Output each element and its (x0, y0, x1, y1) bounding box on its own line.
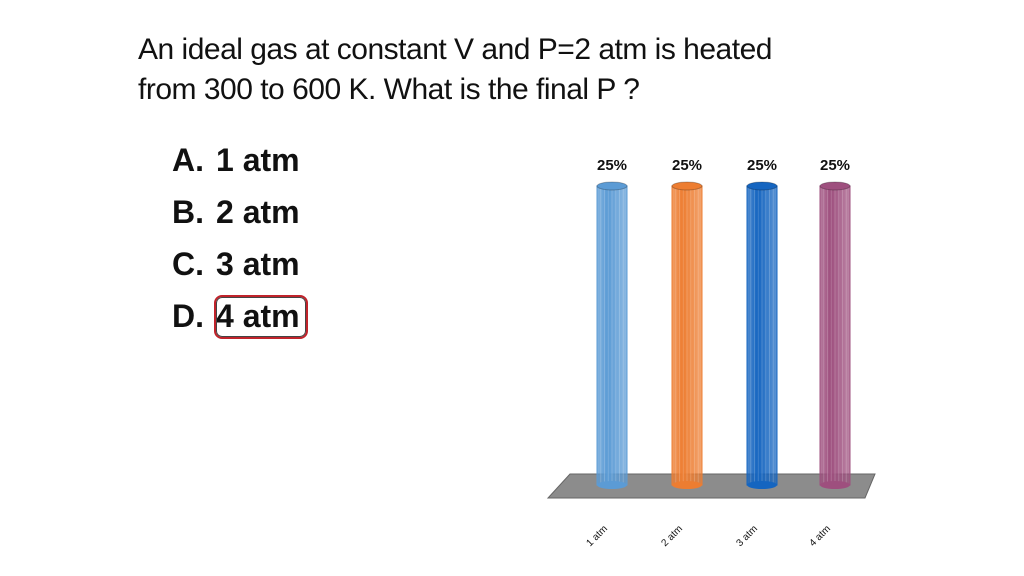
category-label: 1 atm (584, 523, 610, 549)
bar-base (820, 481, 850, 489)
answer-text: 4 atm (216, 298, 300, 334)
answer-option-d[interactable] (172, 290, 300, 342)
correct-answer-highlight (214, 295, 308, 339)
answer-list (172, 134, 300, 342)
answer-letter: A. (172, 142, 204, 178)
bar-base (747, 481, 777, 489)
answer-letter: D. (172, 298, 204, 334)
answer-letter: B. (172, 194, 204, 230)
answer-text: 1 atm (216, 142, 300, 178)
bar-base (672, 481, 702, 489)
data-label: 25% (746, 157, 778, 174)
question-text (138, 30, 858, 110)
bar-base (597, 481, 627, 489)
data-label: 25% (819, 157, 851, 174)
data-label: 25% (671, 157, 703, 174)
question-line-2: from 300 to 600 K. What is the final P ? (138, 73, 640, 106)
answer-option-c[interactable] (172, 238, 300, 290)
answer-option-b[interactable] (172, 186, 300, 238)
answer-text: 3 atm (216, 246, 300, 282)
answer-letter: C. (172, 246, 204, 282)
bar-1 (597, 182, 627, 489)
response-chart (540, 140, 890, 560)
bar-2 (672, 182, 702, 489)
bar-3 (747, 182, 777, 489)
bar-top (597, 182, 627, 190)
answer-option-a[interactable] (172, 134, 300, 186)
category-label: 2 atm (659, 523, 685, 549)
question-line-1: An ideal gas at constant V and P=2 atm is heated (138, 33, 772, 66)
bar-top (747, 182, 777, 190)
data-label: 25% (596, 157, 628, 174)
category-label: 3 atm (734, 523, 760, 549)
bar-top (672, 182, 702, 190)
answer-text: 2 atm (216, 194, 300, 230)
bar-4 (820, 182, 850, 489)
bar-top (820, 182, 850, 190)
category-label: 4 atm (807, 523, 833, 549)
